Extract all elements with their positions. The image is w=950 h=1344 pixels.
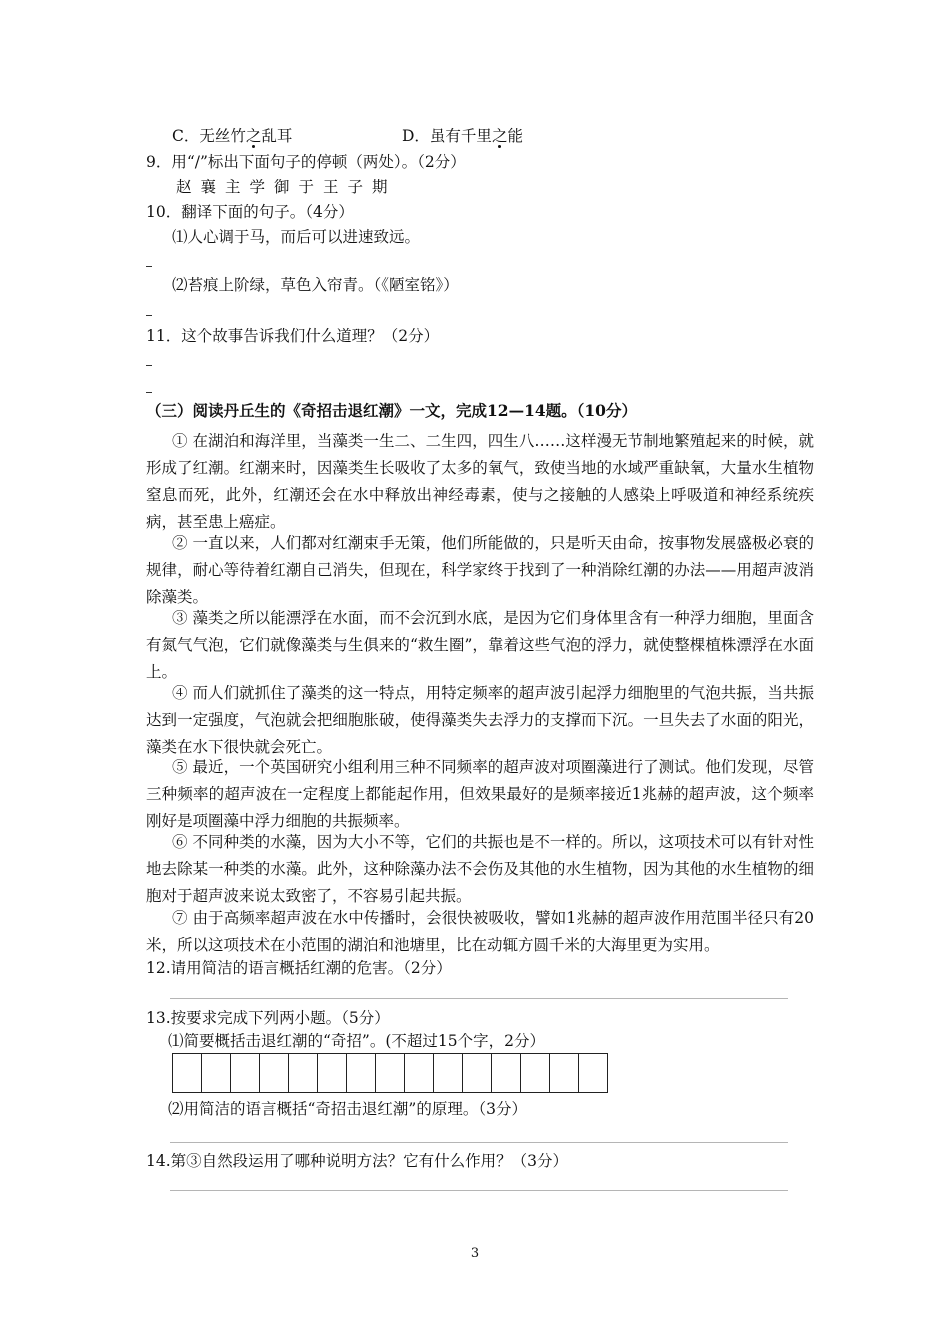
q13-item1: ⑴简要概括击退红潮的“奇招”。(不超过15个字，2分） (168, 1032, 545, 1050)
q10-prompt: 10．翻译下面的句子。（4分） (146, 203, 354, 221)
answer-blank (146, 392, 152, 393)
emphasis-char (492, 127, 508, 145)
option-c-suffix: 乱耳 (261, 127, 293, 145)
answer-cell[interactable] (520, 1053, 550, 1093)
option-d-prefix: D．虽有千里 (402, 127, 492, 145)
emphasis-char (246, 127, 262, 145)
passage-paragraph-4: ④ 而人们就抓住了藻类的这一特点，用特定频率的超声波引起浮力细胞里的气泡共振，当共振达到一定强度，气泡就会把细胞胀破，使得藻类失去浮力的支撑而下沉。一旦失去了水面的阳光，藻类在水下很快就会死亡。 (146, 684, 814, 756)
emphasis-char-text: 之 (491, 127, 508, 145)
passage-paragraph-2: ② 一直以来，人们都对红潮束手无策，他们所能做的，只是听天由命，按事物发展盛极必衰的规律，耐心等待着红潮自己消失，但现在，科学家终于找到了一种消除红潮的办法——用超声波消除藻类。 (146, 534, 814, 606)
answer-cell[interactable] (433, 1053, 463, 1093)
answer-cell[interactable] (346, 1053, 376, 1093)
answer-cell[interactable] (375, 1053, 405, 1093)
answer-line[interactable] (170, 998, 788, 999)
q10-item2: ⑵苔痕上阶绿，草色入帘青。（《陋室铭》） (172, 276, 459, 294)
q9-prompt: 9．用“/”标出下面句子的停顿（两处）。（2分） (146, 153, 466, 171)
section-heading: （三）阅读丹丘生的《奇招击退红潮》一文，完成12—14题。（10分） (146, 401, 637, 420)
emphasis-char-text: 之 (245, 127, 262, 145)
answer-cell[interactable] (491, 1053, 521, 1093)
option-c-prefix: C．无丝竹 (172, 127, 246, 145)
passage-paragraph-3: ③ 藻类之所以能漂浮在水面，而不会沉到水底，是因为它们身体里含有一种浮力细胞，里面含有氮气气泡，它们就像藻类与生俱来的“救生圈”，靠着这些气泡的浮力，就使整棵植株漂浮在水面上。 (146, 609, 814, 681)
answer-blank (146, 266, 152, 267)
page-number: 3 (470, 1246, 480, 1261)
q11-prompt: 11．这个故事告诉我们什么道理？（2分） (146, 327, 440, 345)
emphasis-dot (498, 145, 501, 148)
passage-paragraph-7: ⑦ 由于高频率超声波在水中传播时，会很快被吸收，譬如1兆赫的超声波作用范围半径只有20米，所以这项技术在小范围的湖泊和池塘里，比在动辄方圆千米的大海里更为实用。 (146, 909, 814, 954)
emphasis-dot (252, 145, 255, 148)
answer-cell[interactable] (201, 1053, 231, 1093)
answer-cell[interactable] (404, 1053, 434, 1093)
answer-cell[interactable] (462, 1053, 492, 1093)
q14-prompt: 14.第③自然段运用了哪种说明方法？它有什么作用？（3分） (146, 1152, 569, 1170)
q10-item1: ⑴人心调于马，而后可以进速致远。 (172, 228, 421, 246)
answer-cell[interactable] (259, 1053, 289, 1093)
answer-blank (146, 365, 152, 366)
answer-cell[interactable] (230, 1053, 260, 1093)
passage-paragraph-5: ⑤ 最近，一个英国研究小组利用三种不同频率的超声波对项圈藻进行了测试。他们发现，尽管三种频率的超声波在一定程度上都能起作用，但效果最好的是频率接近1兆赫的超声波，这个频率刚好是项圈藻中浮力细胞的共振频率。 (146, 758, 814, 830)
answer-cell[interactable] (172, 1053, 202, 1093)
answer-line[interactable] (170, 1190, 788, 1191)
q9-sentence: 赵襄主学御于王子期 (176, 178, 397, 196)
answer-cell[interactable] (578, 1053, 608, 1093)
q13-item2: ⑵用简洁的语言概括“奇招击退红潮”的原理。（3分） (168, 1100, 527, 1118)
answer-cell[interactable] (549, 1053, 579, 1093)
option-d-suffix: 能 (507, 127, 523, 145)
answer-cell[interactable] (288, 1053, 318, 1093)
passage-paragraph-1: ① 在湖泊和海洋里，当藻类一生二、二生四，四生八……这样漫无节制地繁殖起来的时候，就形成了红潮。红潮来时，因藻类生长吸收了太多的氧气，致使当地的水域严重缺氧，大量水生植物窒息而死，此外，红潮还会在水中释放出神经毒素，使与之接触的人感染上呼吸道和神经系统疾病，甚至患上癌症。 (146, 432, 814, 531)
answer-cell[interactable] (317, 1053, 347, 1093)
q12-prompt: 12.请用简洁的语言概括红潮的危害。（2分） (146, 959, 452, 977)
passage-paragraph-6: ⑥ 不同种类的水藻，因为大小不等，它们的共振也是不一样的。所以，这项技术可以有针对性地去除某一种类的水藻。此外，这种除藻办法不会伤及其他的水生植物，因为其他的水生植物的细胞对于超声波来说太致密了，不容易引起共振。 (146, 833, 814, 905)
q13-prompt: 13.按要求完成下列两小题。（5分） (146, 1009, 390, 1027)
answer-grid[interactable] (172, 1053, 608, 1093)
answer-blank (146, 315, 152, 316)
option-c (172, 124, 292, 148)
option-d (402, 124, 523, 148)
answer-line[interactable] (170, 1142, 788, 1143)
